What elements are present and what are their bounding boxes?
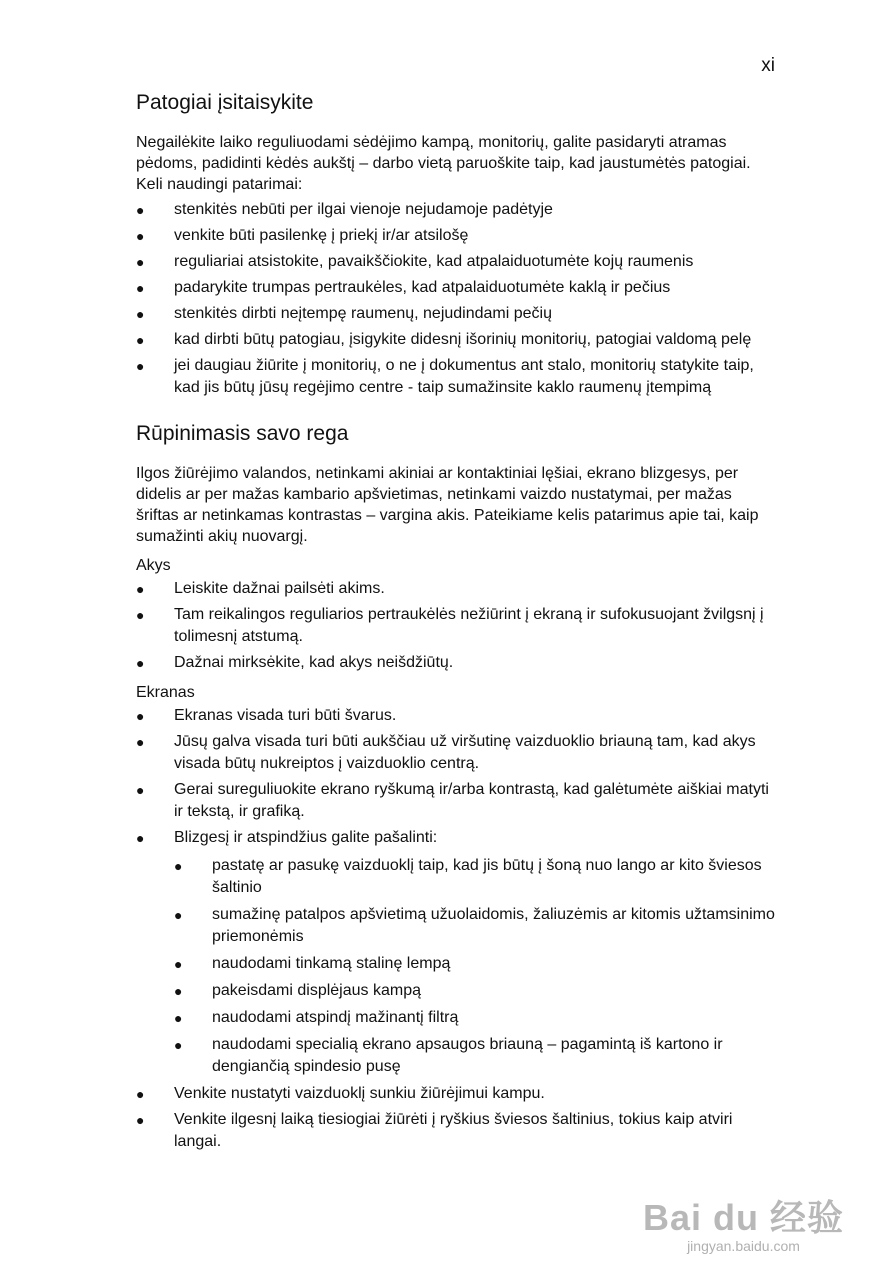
- bullet-icon: ●: [136, 306, 145, 322]
- bullet-icon: ●: [136, 332, 145, 348]
- bullet-icon: ●: [136, 607, 145, 623]
- bullet-icon: ●: [174, 858, 183, 874]
- sub-list-item: ● naudodami tinkamą stalinę lempą: [174, 953, 776, 975]
- bullet-icon: ●: [136, 708, 145, 724]
- list-item: ● Tam reikalingos reguliarios pertraukėlės nežiūrint į ekraną ir sufokusuojant žvilgsnį į tolimesnį atstumą.: [136, 606, 764, 645]
- bullet-icon: ●: [174, 1037, 183, 1053]
- bullet-icon: ●: [174, 907, 183, 923]
- sub-list-item: ● pastatę ar pasukę vaizduoklį taip, kad jis būtų į šoną nuo lango ar kito šviesos šaltinio: [174, 857, 762, 896]
- comfort-intro: Negailėkite laiko reguliuodami sėdėjimo kampą, monitorių, galite pasidaryti atramas pėdoms, padidinti kėdės aukštį – darbo vietą paruoškite taip, kad jaustumėtės patogiai. Keli naudingi patarimai:: [136, 134, 751, 193]
- list-item: ● Venkite nustatyti vaizduoklį sunkiu žiūrėjimui kampu.: [136, 1083, 776, 1105]
- bullet-icon: ●: [136, 830, 145, 846]
- eyes-tips-list: [136, 578, 776, 674]
- list-item: ● Blizgesį ir atspindžius galite pašalinti: ● pastatę ar pasukę vaizduoklį taip, kad jis būtų į šoną nuo lango ar kito šviesos šaltinio ● sumažinę patalpos apšvietimą užuolaidomis, žaliuzėmis ar kitomis užtamsinimo priemonėmis ● naudodami tinkamą stalinę lempą ● pakeisdami displėjaus kampą ● naudodami atspindį mažinantį filtrą ● naudodami specialią ekrano apsaugos briauną – pagamintą iš kartono ir dengiančią spindesio pusę: [136, 827, 776, 1078]
- sub-list-item: ● naudodami specialią ekrano apsaugos briauną – pagamintą iš kartono ir dengiančią spindesio pusę: [174, 1036, 723, 1075]
- list-item: ● Jūsų galva visada turi būti aukščiau už viršutinę vaizduoklio briauną tam, kad akys visada būtų nukreiptos į vaizduoklio centrą.: [136, 733, 756, 772]
- bullet-icon: ●: [136, 254, 145, 270]
- glare-tips-sublist: [174, 855, 776, 1078]
- bullet-icon: ●: [174, 1010, 183, 1026]
- sub-list-item: ● pakeisdami displėjaus kampą: [174, 980, 776, 1002]
- comfort-tips-list: [136, 199, 776, 399]
- list-item: ● reguliariai atsistokite, pavaikščiokite, kad atpalaiduotumėte kojų raumenis: [136, 251, 776, 273]
- bullet-icon: ●: [174, 956, 183, 972]
- eyes-subheading: Akys: [136, 557, 171, 574]
- sub-list-item: ● naudodami atspindį mažinantį filtrą: [174, 1007, 776, 1029]
- bullet-icon: ●: [136, 202, 145, 218]
- baidu-watermark: [643, 1198, 844, 1254]
- eyesight-intro: Ilgos žiūrėjimo valandos, netinkami akiniai ar kontaktiniai lęšiai, ekrano blizgesys, per didelis ar per mažas kambario apšvietimas, netinkami vaizdo nustatymai, per mažas šriftas ar netinkamas kontrastas – vargina akis. Pateikiame kelis patarimus apie tai, kaip sumažinti akių nuovargį.: [136, 465, 759, 545]
- baidu-logo: Bai du 经验: [642, 1197, 844, 1238]
- list-item: ● Leiskite dažnai pailsėti akims.: [136, 578, 776, 600]
- list-item: ● kad dirbti būtų patogiau, įsigykite didesnį išorinių monitorių, patogiai valdomą pelę: [136, 329, 776, 351]
- bullet-icon: ●: [136, 358, 145, 374]
- list-item: ● stenkitės nebūti per ilgai vienoje nejudamoje padėtyje: [136, 199, 776, 221]
- bullet-icon: ●: [136, 1112, 145, 1128]
- bullet-icon: ●: [136, 1086, 145, 1102]
- list-item: ● stenkitės dirbti neįtempę raumenų, nejudindami pečių: [136, 303, 776, 325]
- bullet-icon: ●: [136, 655, 145, 671]
- bullet-icon: ●: [174, 983, 183, 999]
- list-item: ● Ekranas visada turi būti švarus.: [136, 705, 776, 727]
- section-heading-eyesight: Rūpinimasis savo rega: [136, 422, 349, 445]
- list-item: ● jei daugiau žiūrite į monitorių, o ne į dokumentus ant stalo, monitorių statykite taip, kad jis būtų jūsų regėjimo centre - taip sumažinsite kaklo raumenų įtempimą: [136, 357, 754, 396]
- list-item: ● Venkite ilgesnį laiką tiesiogiai žiūrėti į ryškius šviesos šaltinius, tokius kaip atviri langai.: [136, 1111, 733, 1150]
- bullet-icon: ●: [136, 228, 145, 244]
- bullet-icon: ●: [136, 280, 145, 296]
- list-item: ● Gerai sureguliuokite ekrano ryškumą ir/arba kontrastą, kad galėtumėte aiškiai matyti ir tekstą, ir grafiką.: [136, 781, 769, 820]
- bullet-icon: ●: [136, 581, 145, 597]
- sub-list-item: ● sumažinę patalpos apšvietimą užuolaidomis, žaliuzėmis ar kitomis užtamsinimo priemonėmis: [174, 906, 775, 945]
- list-item: ● padarykite trumpas pertraukėles, kad atpalaiduotumėte kaklą ir pečius: [136, 277, 776, 299]
- bullet-icon: ●: [136, 782, 145, 798]
- screen-tips-list: [136, 705, 776, 1153]
- page-number: xi: [761, 55, 775, 76]
- watermark-url: jingyan.baidu.com: [687, 1238, 800, 1254]
- section-heading-comfort: Patogiai įsitaisykite: [136, 91, 314, 114]
- list-item: ● venkite būti pasilenkę į priekį ir/ar atsilošę: [136, 225, 776, 247]
- screen-subheading: Ekranas: [136, 684, 195, 701]
- list-item: ● Dažnai mirksėkite, kad akys neišdžiūtų.: [136, 652, 776, 674]
- bullet-icon: ●: [136, 734, 145, 750]
- document-body: [136, 88, 776, 1157]
